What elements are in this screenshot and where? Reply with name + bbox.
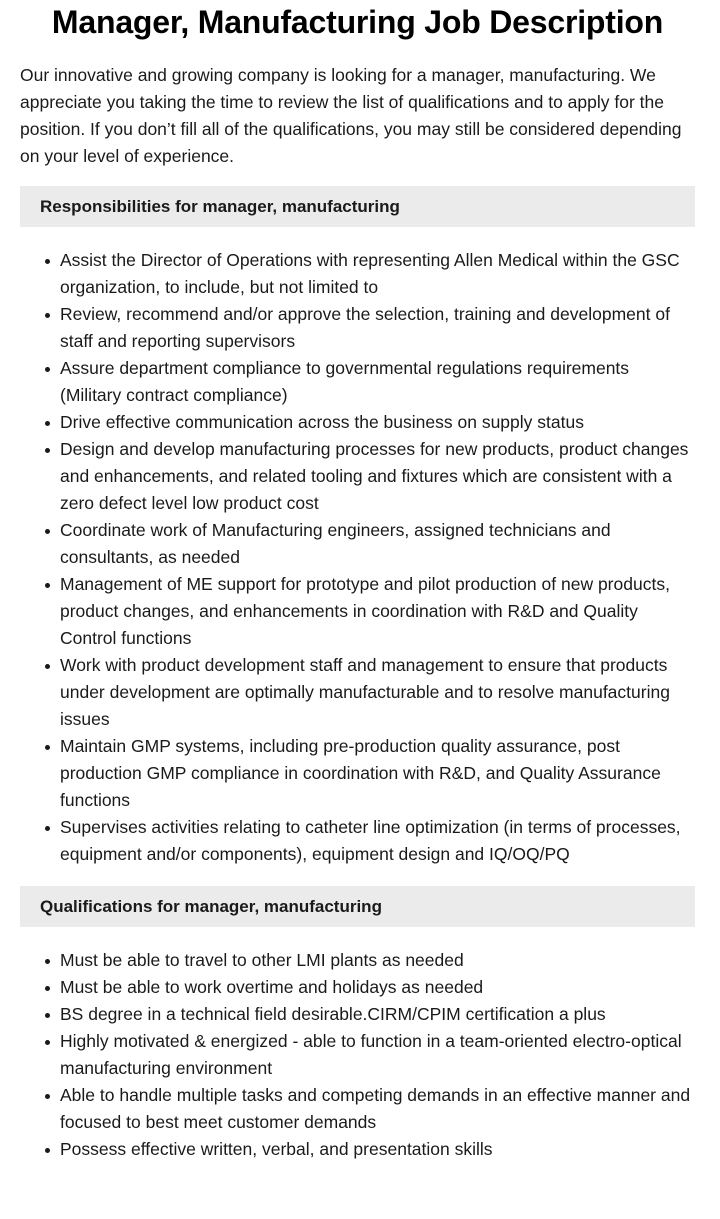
list-item: Must be able to work overtime and holidays as needed (60, 974, 695, 1001)
list-item: Able to handle multiple tasks and competing demands in an effective manner and focused to best meet customer demands (60, 1082, 695, 1136)
list-item: Must be able to travel to other LMI plants as needed (60, 947, 695, 974)
responsibilities-section (20, 186, 695, 868)
qualifications-section (20, 886, 695, 1163)
responsibilities-heading: Responsibilities for manager, manufacturing (20, 186, 695, 227)
list-item: Assist the Director of Operations with representing Allen Medical within the GSC organization, to include, but not limited to (60, 247, 695, 301)
list-item: Work with product development staff and management to ensure that products under development are optimally manufacturable and to resolve manufacturing issues (60, 652, 695, 733)
list-item: Management of ME support for prototype and pilot production of new products, product changes, and enhancements in coordination with R&D and Quality Control functions (60, 571, 695, 652)
qualifications-list (20, 947, 695, 1163)
list-item: BS degree in a technical field desirable.CIRM/CPIM certification a plus (60, 1001, 695, 1028)
list-item: Design and develop manufacturing processes for new products, product changes and enhancements, and related tooling and fixtures which are consistent with a zero defect level low product cost (60, 436, 695, 517)
qualifications-heading: Qualifications for manager, manufacturing (20, 886, 695, 927)
list-item: Drive effective communication across the business on supply status (60, 409, 695, 436)
list-item: Possess effective written, verbal, and presentation skills (60, 1136, 695, 1163)
list-item: Maintain GMP systems, including pre-production quality assurance, post production GMP compliance in coordination with R&D, and Quality Assurance functions (60, 733, 695, 814)
list-item: Coordinate work of Manufacturing engineers, assigned technicians and consultants, as needed (60, 517, 695, 571)
list-item: Supervises activities relating to catheter line optimization (in terms of processes, equipment and/or components), equipment design and IQ/OQ/PQ (60, 814, 695, 868)
list-item: Assure department compliance to governmental regulations requirements (Military contract compliance) (60, 355, 695, 409)
intro-paragraph: Our innovative and growing company is looking for a manager, manufacturing. We appreciate you taking the time to review the list of qualifications and to apply for the position. If you don’t fill all of the qualifications, you may still be considered depending on your level of experience. (20, 65, 682, 166)
list-item: Review, recommend and/or approve the selection, training and development of staff and reporting supervisors (60, 301, 695, 355)
responsibilities-list (20, 247, 695, 868)
page-title: Manager, Manufacturing Job Description (51, 4, 664, 40)
list-item: Highly motivated & energized - able to function in a team-oriented electro-optical manufacturing environment (60, 1028, 695, 1082)
